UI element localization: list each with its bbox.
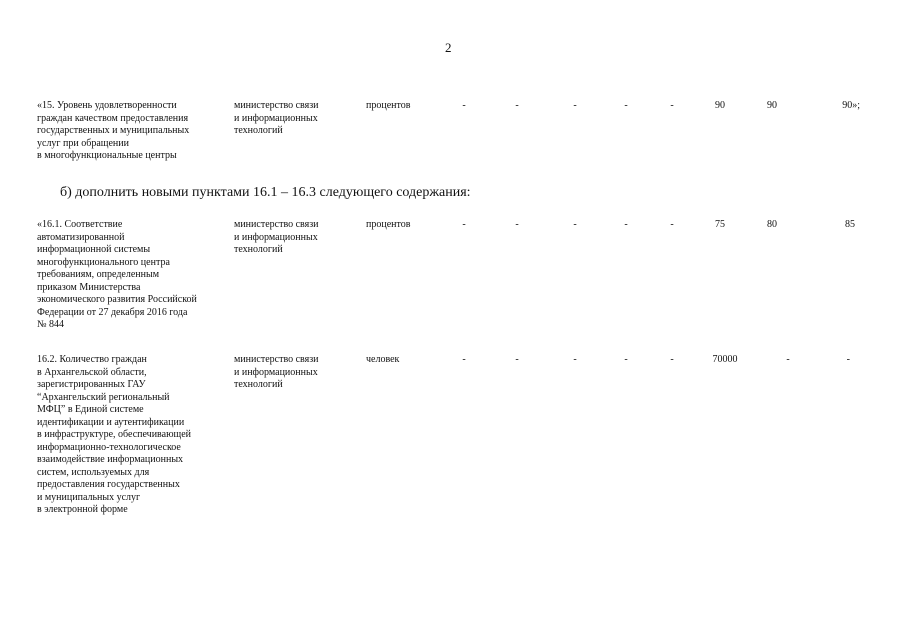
value-cell: - xyxy=(786,354,790,365)
indicator-name-line: государственных и муниципальных xyxy=(37,125,190,136)
org-line: технологий xyxy=(234,244,283,255)
org-line: и информационных xyxy=(234,112,318,124)
org-line: министерство связи xyxy=(234,354,319,365)
indicator-name-line: экономического развития Российской xyxy=(37,294,197,305)
responsible-org xyxy=(234,354,344,392)
indicator-name-line: в Архангельской области, xyxy=(37,366,147,378)
indicator-name-line: информационно-технологическое xyxy=(37,441,181,453)
indicator-name-line: услуг при обращении xyxy=(37,137,129,149)
indicator-name-line: «15. Уровень удовлетворенности xyxy=(37,100,177,111)
unit-of-measure: процентов xyxy=(366,219,411,230)
indicator-name-line: систем, используемых для xyxy=(37,466,150,478)
indicator-name-line: в электронной форме xyxy=(37,504,128,515)
value-cell: 85 xyxy=(845,219,855,230)
indicator-name xyxy=(37,219,232,332)
value-cell: - xyxy=(462,219,466,230)
indicator-name xyxy=(37,100,232,163)
indicator-name-line: в многофункциональные центры xyxy=(37,150,177,161)
indicator-name-line: «16.1. Соответствие xyxy=(37,219,123,230)
value-cell: - xyxy=(670,100,674,111)
value-cell: 80 xyxy=(767,219,777,230)
indicator-name-line: автоматизированной xyxy=(37,231,125,243)
value-cell: - xyxy=(846,354,850,365)
indicator-name-line: МФЦ” в Единой системе xyxy=(37,404,144,415)
org-line: и информационных xyxy=(234,231,318,243)
indicator-name-line: Федерации от 27 декабря 2016 года xyxy=(37,306,188,318)
unit-of-measure: процентов xyxy=(366,100,411,111)
indicator-name-line: требованиям, определенным xyxy=(37,269,160,280)
indicator-name-line: зарегистрированных ГАУ xyxy=(37,379,146,390)
indicator-name-line: 16.2. Количество граждан xyxy=(37,354,147,365)
value-cell: - xyxy=(515,100,519,111)
value-cell: - xyxy=(462,354,466,365)
indicator-name-line: многофункционального центра xyxy=(37,256,170,268)
org-line: министерство связи xyxy=(234,100,319,111)
value-cell: - xyxy=(462,100,466,111)
indicator-name-line: граждан качеством предоставления xyxy=(37,112,189,124)
value-cell: 90»; xyxy=(842,100,860,111)
unit-of-measure: человек xyxy=(366,354,400,365)
value-cell: - xyxy=(624,219,628,230)
org-line: технологий xyxy=(234,379,283,390)
value-cell: - xyxy=(573,100,577,111)
value-cell: 90 xyxy=(767,100,777,111)
value-cell: 90 xyxy=(715,100,725,111)
org-line: министерство связи xyxy=(234,219,319,230)
indicator-name-line: информационной системы xyxy=(37,244,151,255)
org-line: технологий xyxy=(234,125,283,136)
value-cell: - xyxy=(515,219,519,230)
indicator-name-line: приказом Министерства xyxy=(37,281,141,293)
responsible-org xyxy=(234,219,344,257)
value-cell: - xyxy=(624,354,628,365)
indicator-name-line: и муниципальных услуг xyxy=(37,491,141,503)
value-cell: 75 xyxy=(715,219,725,230)
value-cell: - xyxy=(670,219,674,230)
page-number: 2 xyxy=(445,40,452,55)
section-heading: б) дополнить новыми пунктами 16.1 – 16.3 следующего содержания: xyxy=(60,185,471,200)
indicator-name xyxy=(37,354,232,517)
indicator-name-line: “Архангельский региональный xyxy=(37,391,170,403)
value-cell: - xyxy=(624,100,628,111)
value-cell: - xyxy=(515,354,519,365)
value-cell: - xyxy=(573,354,577,365)
indicator-name-line: в инфраструктуре, обеспечивающей xyxy=(37,429,192,440)
indicator-name-line: взаимодействие информационных xyxy=(37,454,184,465)
indicator-name-line: идентификации и аутентификации xyxy=(37,416,185,428)
value-cell: - xyxy=(573,219,577,230)
responsible-org xyxy=(234,100,344,138)
value-cell: 70000 xyxy=(712,354,738,365)
org-line: и информационных xyxy=(234,366,318,378)
indicator-name-line: № 844 xyxy=(37,319,65,330)
value-cell: - xyxy=(670,354,674,365)
indicator-name-line: предоставления государственных xyxy=(37,479,180,490)
